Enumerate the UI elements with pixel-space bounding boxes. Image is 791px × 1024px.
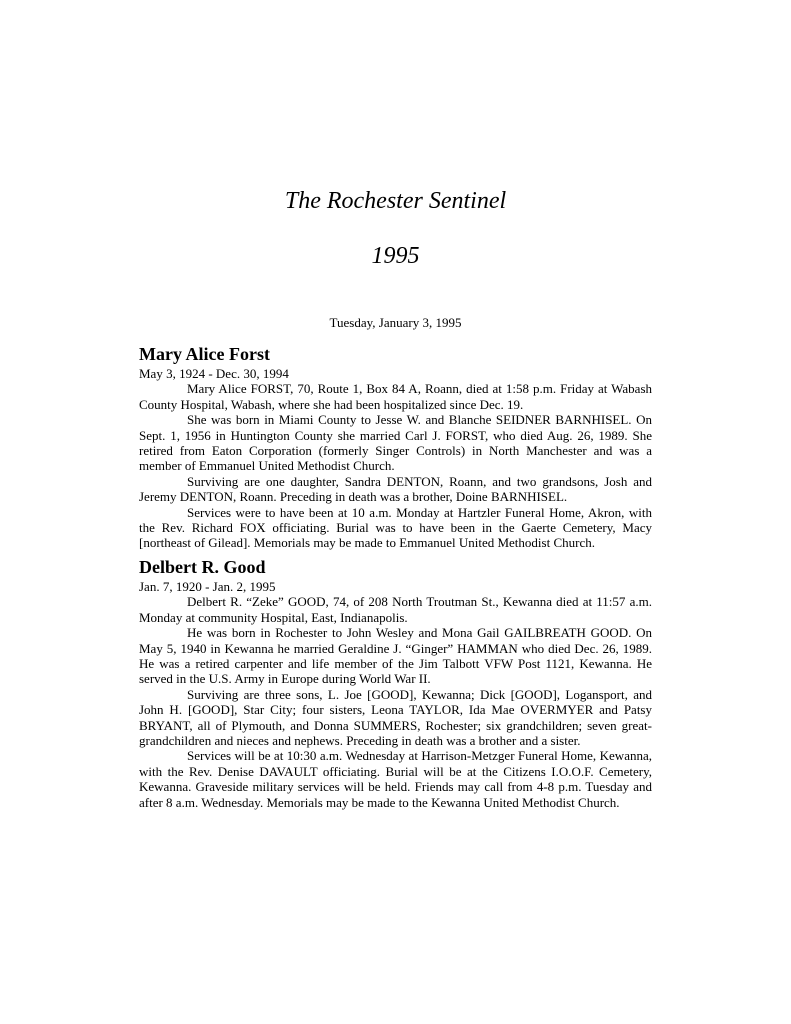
obituary-dates: May 3, 1924 - Dec. 30, 1994 [139, 366, 289, 381]
issue-date: Tuesday, January 3, 1995 [329, 315, 462, 330]
obituary-paragraph: Surviving are one daughter, Sandra DENTON, Roann, and two grandsons, Josh and Jeremy DENTON, Roann. Preceding in death was a brother, Doine BARNHISEL. [139, 473, 652, 505]
obituary-dates: Jan. 7, 1920 - Jan. 2, 1995 [139, 579, 276, 594]
obituary-paragraph: Surviving are three sons, L. Joe [GOOD], Kewanna; Dick [GOOD], Logansport, and John H. [GOOD], Star City; four sisters, Leona TAYLOR, Ida Mae OVERMYER and Patsy BRYANT, all of Plymouth, and Donna SUMMERS, Rochester; six grandchildren; seven great-grandchildren and nieces and nephews. Preceding in death was a brother and a sister. [139, 686, 652, 749]
publication-year: 1995 [371, 243, 420, 269]
obituary-paragraph: She was born in Miami County to Jesse W. and Blanche SEIDNER BARNHISEL. On Sept. 1, 1956 in Huntington County she married Carl J. FORST, who died Aug. 26, 1989. She retired from Eaton Corporation (formerly Singer Controls) in North Manchester and was a member of Emmanuel United Methodist Church. [139, 412, 652, 474]
obituary-delbert-r-good [139, 555, 652, 810]
obituary-paragraph: Services will be at 10:30 a.m. Wednesday at Harrison-Metzger Funeral Home, Kewanna, with the Rev. Denise DAVAULT officiating. Burial will be at the Citizens I.O.O.F. Cemetery, Kewanna. Graveside military services will be held. Friends may call from 4-8 p.m. Tuesday and after 8 a.m. Wednesday. Memorials may be made to the Kewanna United Methodist Church. [139, 748, 652, 810]
obituary-name: Delbert R. Good [139, 557, 266, 577]
obituary-mary-alice-forst [139, 342, 652, 551]
obituary-paragraph: Delbert R. “Zeke” GOOD, 74, of 208 North Troutman St., Kewanna died at 11:57 a.m. Monday at community Hospital, East, Indianapolis. [139, 594, 652, 625]
obituary-paragraph: Services were to have been at 10 a.m. Monday at Hartzler Funeral Home, Akron, with the Rev. Richard FOX officiating. Burial was to have been in the Gaerte Cemetery, Macy [northeast of Gilead]. Memorials may be made to Emmanuel United Methodist Church. [139, 504, 652, 551]
publication-title: The Rochester Sentinel [284, 188, 507, 214]
obituary-name: Mary Alice Forst [139, 344, 270, 364]
obituary-paragraph: He was born in Rochester to John Wesley and Mona Gail GAILBREATH GOOD. On May 5, 1940 in Kewanna he married Geraldine J. “Ginger” HAMMAN who died Dec. 26, 1989. He was a retired carpenter and life member of the Jim Talbott VFW Post 1121, Kewanna. He served in the U.S. Army in Europe during World War II. [139, 625, 652, 687]
obituary-paragraph: Mary Alice FORST, 70, Route 1, Box 84 A, Roann, died at 1:58 p.m. Friday at Wabash County Hospital, Wabash, where she had been hospitalized since Dec. 19. [139, 381, 652, 412]
